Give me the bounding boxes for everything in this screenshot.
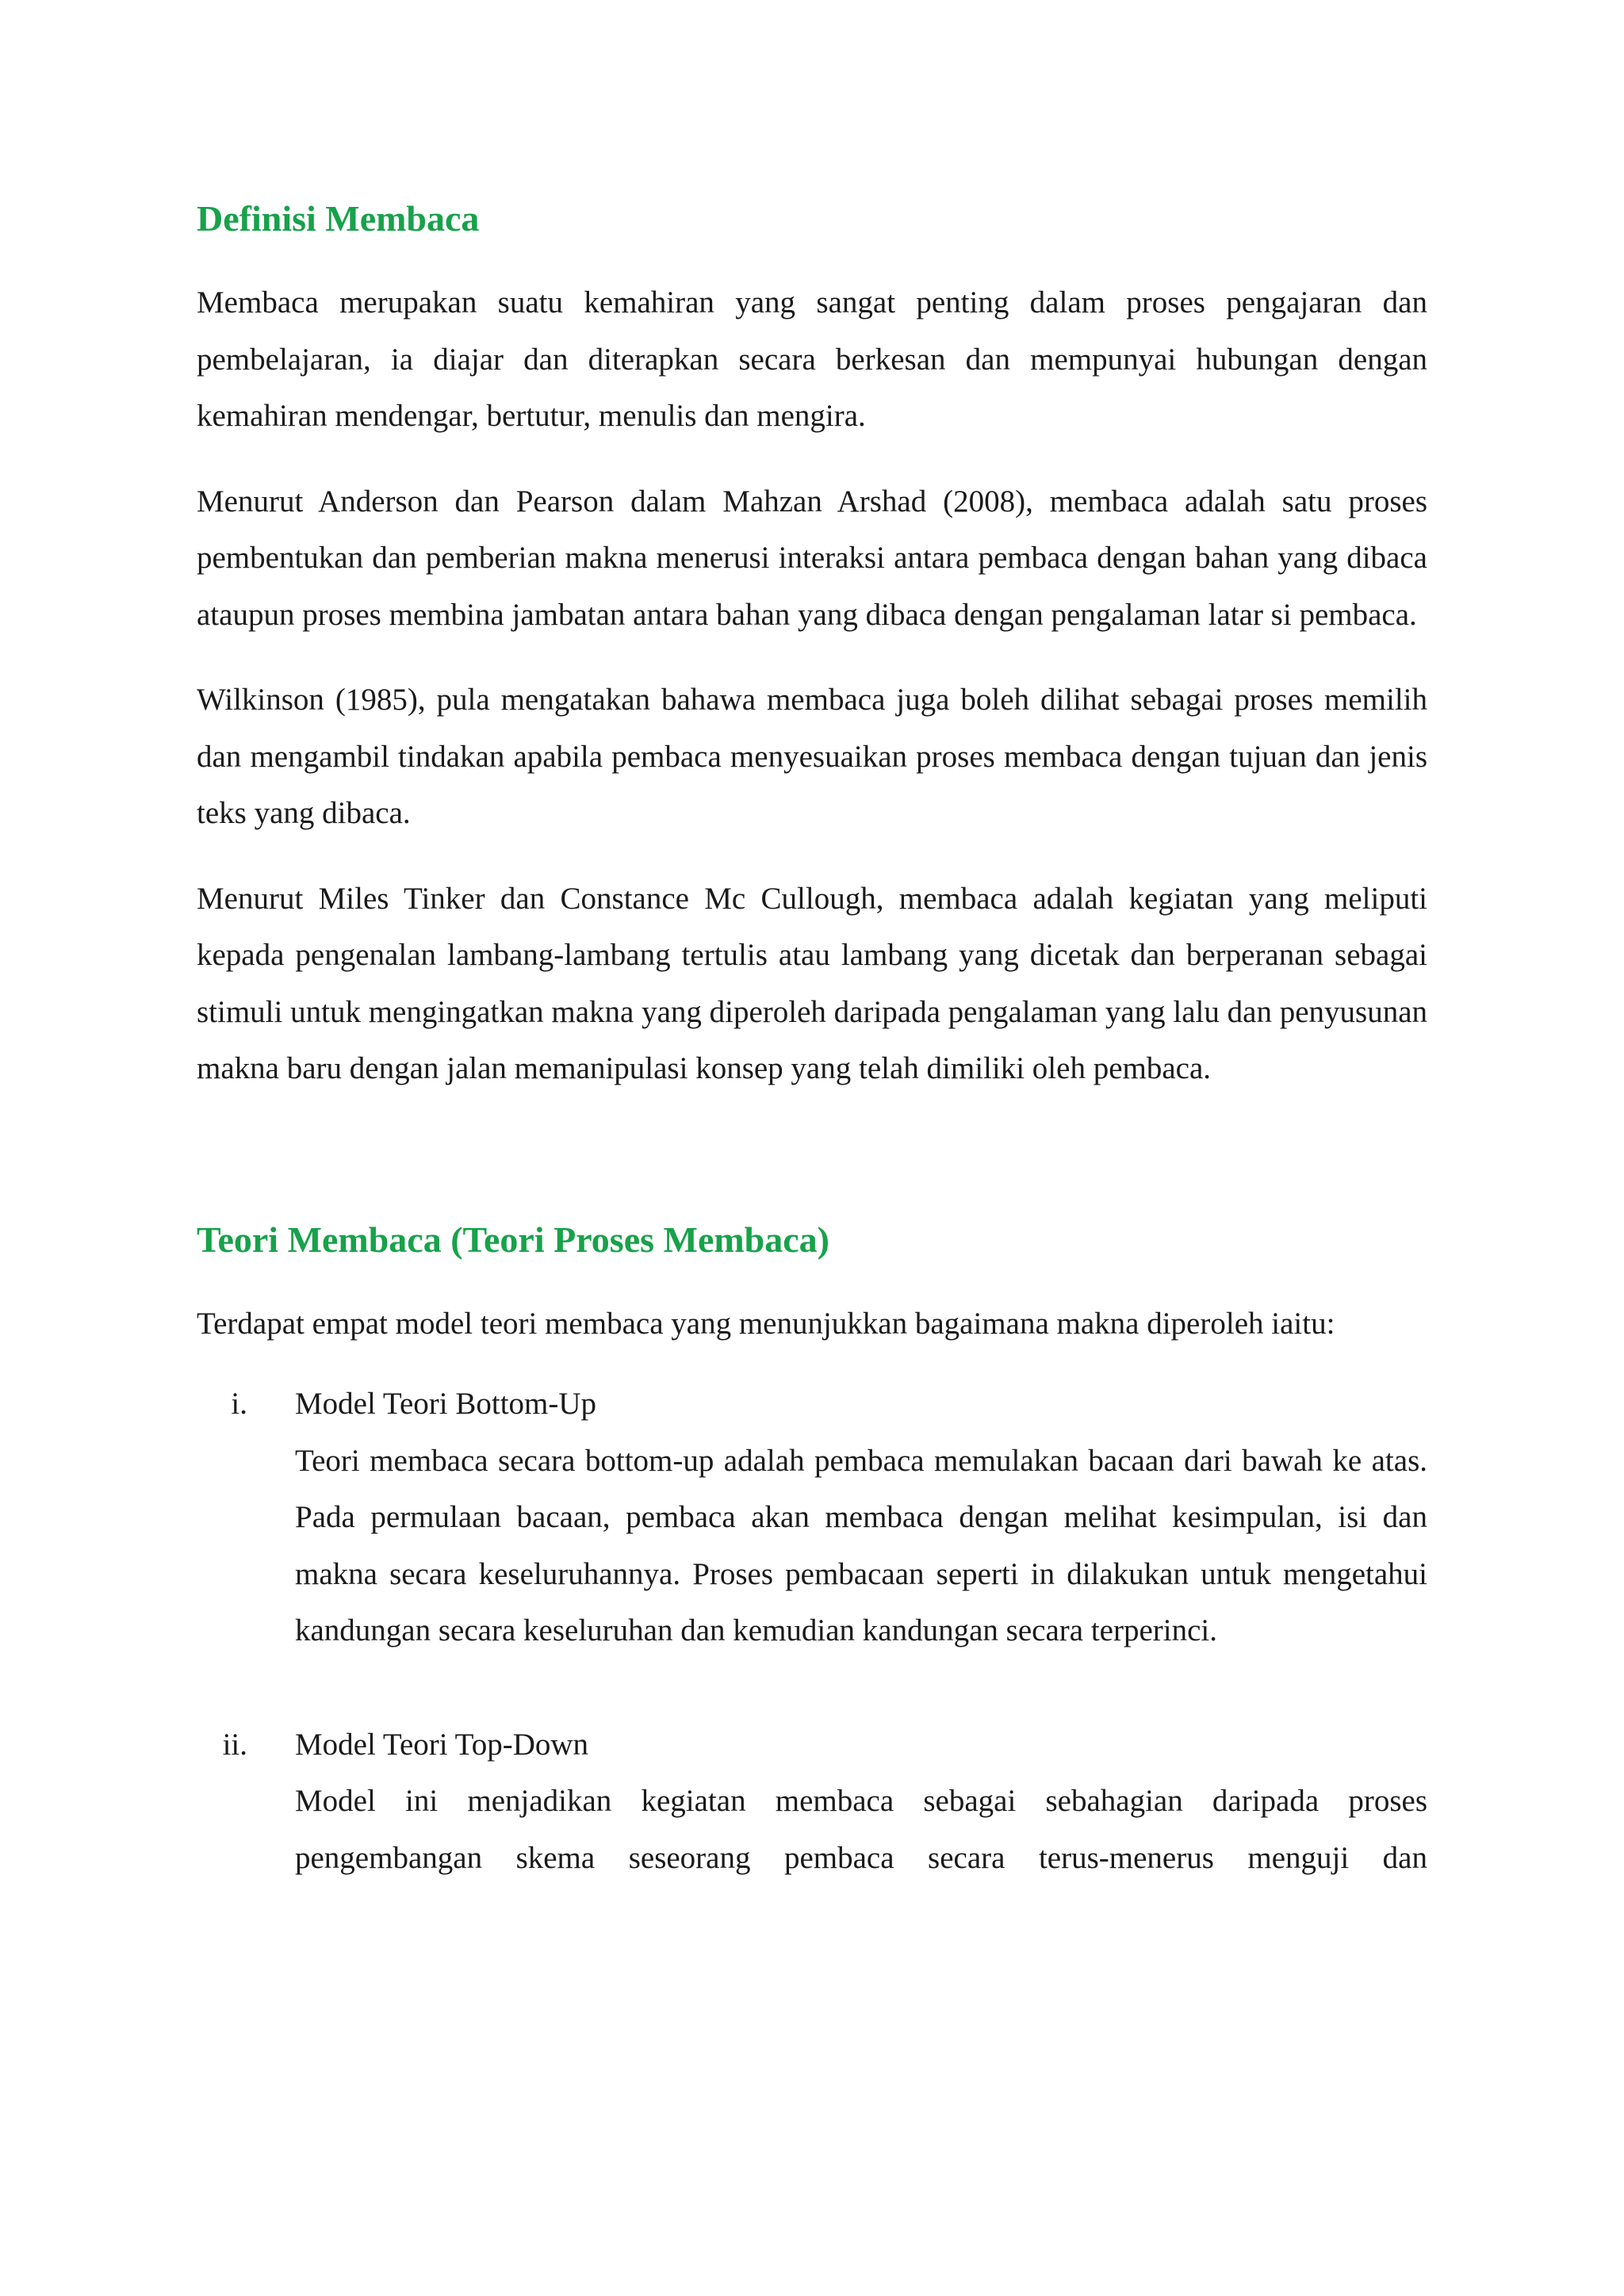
list-item-body: Teori membaca secara bottom-up adalah pembaca memulakan bacaan dari bawah ke atas. Pada permulaan bacaan, pembaca akan membaca dengan melihat kesimpulan, isi dan makna secara keseluruhannya. Proses pembacaan seperti in dilakukan untuk mengetahui kandungan secara keseluruhan dan kemudian kandungan secara terperinci.: [295, 1443, 1427, 1647]
paragraph: Wilkinson (1985), pula mengatakan bahawa membaca juga boleh dilihat sebagai proses memilih dan mengambil tindakan apabila pembaca menyesuaikan proses membaca dengan tujuan dan jenis teks yang dibaca.: [197, 683, 1427, 830]
paragraph: Menurut Miles Tinker dan Constance Mc Cullough, membaca adalah kegiatan yang meliputi kepada pengenalan lambang-lambang tertulis atau lambang yang dicetak dan berperanan sebagai stimuli untuk mengingatkan makna yang diperoleh daripada pengalaman yang lalu dan penyusunan makna baru dengan jalan memanipulasi konsep yang telah dimiliki oleh pembaca.: [197, 881, 1427, 1085]
intro-paragraph: Terdapat empat model teori membaca yang menunjukkan bagaimana makna diperoleh iaitu:: [197, 1306, 1335, 1341]
list-item-title: Model Teori Top-Down: [295, 1727, 589, 1762]
paragraph: Menurut Anderson dan Pearson dalam Mahzan Arshad (2008), membaca adalah satu proses pembentukan dan pemberian makna menerusi interaksi antara pembaca dengan bahan yang dibaca ataupun proses membina jambatan antara bahan yang dibaca dengan pengalaman latar si pembaca.: [197, 484, 1427, 632]
document-content: [197, 187, 1427, 1886]
list-item-title: Model Teori Bottom-Up: [295, 1387, 597, 1421]
section-heading-definisi: Definisi Membaca: [197, 198, 480, 239]
section-heading-teori: Teori Membaca (Teori Proses Membaca): [197, 1219, 829, 1260]
paragraph: Membaca merupakan suatu kemahiran yang sangat penting dalam proses pengajaran dan pembelajaran, ia diajar dan diterapkan secara berkesan dan mempunyai hubungan dengan kemahiran mendengar, bertutur, menulis dan mengira.: [197, 285, 1427, 433]
list-item: [197, 1716, 1427, 1887]
list-numeral: ii.: [222, 1727, 247, 1762]
list-item-body: Model ini menjadikan kegiatan membaca sebagai sebahagian daripada proses pengembangan skema seseorang pembaca secara terus-menerus menguji dan: [295, 1784, 1427, 1875]
list-item: [197, 1376, 1427, 1659]
list-numeral: i.: [231, 1387, 247, 1421]
model-list: [197, 1376, 1427, 1886]
